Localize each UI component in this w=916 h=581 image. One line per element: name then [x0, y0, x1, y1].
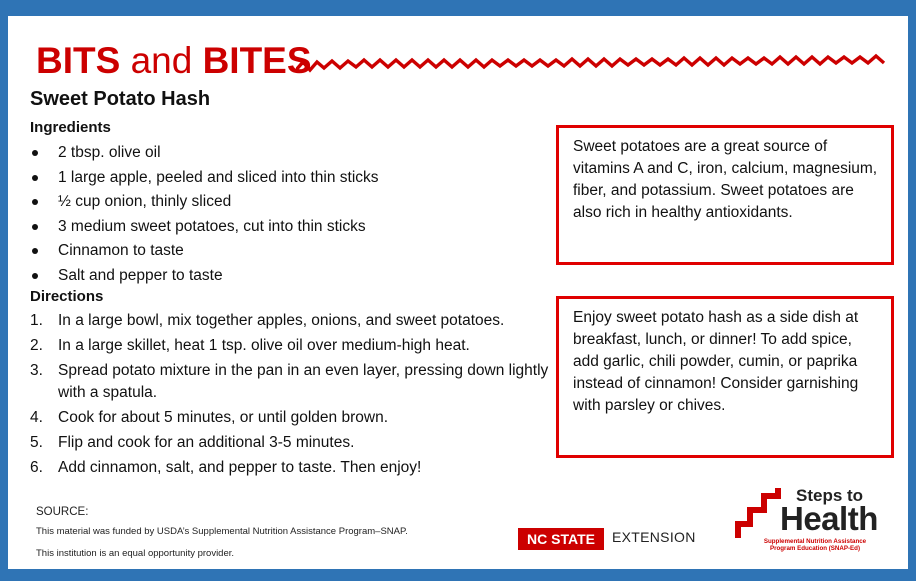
ingredients-list [30, 142, 510, 289]
list-item: 3. Spread potato mixture in the pan in an even layer, pressing down lightly with a spatula. [30, 362, 549, 401]
list-item: 2. In a large skillet, heat 1 tsp. olive oil over medium-high heat. [30, 337, 470, 355]
nutrition-info-box: Sweet potatoes are a great source of vitamins A and C, iron, calcium, magnesium, fiber, and potassium. Sweet potatoes are also rich in healthy antioxidants. [556, 125, 894, 265]
nc-state-logo: NC STATE [518, 528, 604, 550]
recipe-title: Sweet Potato Hash [30, 88, 211, 110]
list-item: ½ cup onion, thinly sliced [30, 191, 510, 216]
zigzag-decoration-icon [296, 52, 892, 74]
list-item: Salt and pepper to taste [30, 265, 510, 290]
steps-to-text: Steps to [796, 486, 864, 505]
extension-label: EXTENSION [612, 529, 696, 545]
list-item: 3 medium sweet potatoes, cut into thin sticks [30, 216, 510, 241]
bullet-icon [32, 199, 38, 205]
list-item: 5. Flip and cook for an additional 3-5 minutes. [30, 433, 355, 451]
brand-bits: BITS [36, 40, 121, 81]
brand-title [36, 42, 312, 79]
bullet-icon [32, 224, 38, 230]
bullet-icon [32, 273, 38, 279]
bullet-icon [32, 175, 38, 181]
ingredients-heading: Ingredients [30, 119, 111, 136]
source-label: SOURCE: [36, 506, 89, 518]
list-item: Cinnamon to taste [30, 240, 510, 265]
bullet-icon [32, 150, 38, 156]
brand-bites: BITES [202, 40, 312, 81]
directions-heading: Directions [30, 288, 104, 305]
brand-and: and [130, 40, 193, 81]
list-item: 1. In a large bowl, mix together apples, onions, and sweet potatoes. [30, 312, 505, 329]
equal-opportunity-statement: This institution is an equal opportunity provider. [36, 548, 235, 559]
bullet-icon [32, 248, 38, 254]
serving-tip-box: Enjoy sweet potato hash as a side dish at breakfast, lunch, or dinner! To add spice, add garlic, chili powder, cumin, or paprika instead of cinnamon! Consider garnishing with parsley or chives. [556, 296, 894, 458]
funding-statement: This material was funded by USDA’s Supplemental Nutrition Assistance Program–SNAP. [36, 526, 408, 537]
steps-to-health-stairs-icon [734, 484, 782, 538]
health-text: Health [780, 500, 878, 537]
list-item: 2 tbsp. olive oil [30, 142, 510, 167]
list-item: 1 large apple, peeled and sliced into thin sticks [30, 167, 510, 192]
list-item: 4. Cook for about 5 minutes, or until golden brown. [30, 408, 388, 426]
snap-ed-subtitle: Supplemental Nutrition Assistance Program Education (SNAP-Ed) [763, 538, 867, 552]
list-item: 6. Add cinnamon, salt, and pepper to taste. Then enjoy! [30, 458, 422, 476]
directions-list [30, 310, 550, 482]
